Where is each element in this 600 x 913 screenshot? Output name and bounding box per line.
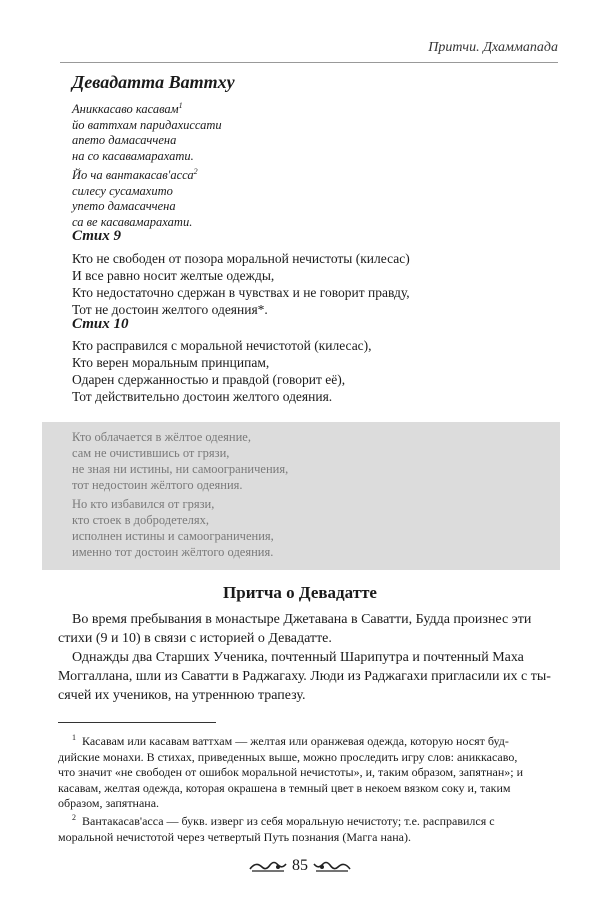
footnote-line: касавам, желтая одежда, которая окрашена в темный цвет в некоем вязком соку и, таким [58,780,511,795]
page-footer [0,857,600,875]
pali-line: силесу сусамахито [72,183,173,198]
verse-10-label: Стих 10 [72,316,129,332]
verse-line: Тот действительно достоин желтого одеяния. [72,389,333,404]
verse-line: Кто не свободен от позора моральной нечистоты (килесас) [72,251,410,266]
footnote-rule [58,722,216,723]
pali-line: са ве касавамарахати. [72,214,193,229]
text-line: Во время пребывания в монастыре Джетавана в Саватти, Будда произнес эти [72,612,532,627]
verse-9-text [72,250,410,318]
alt-line: Но кто избавился от грязи, [72,497,215,511]
verse-line: Кто недостаточно сдержан в чувствах и не говорит правду, [72,285,410,300]
verse-line: Кто расправился с моральной нечистотой (килесас), [72,338,372,353]
pali-line: Йо ча вантакасав'асса$^2$ [72,167,198,183]
ornament-left-icon [248,859,288,873]
paragraph-1 [58,610,556,648]
pali-line: упето дамасаччена [72,199,176,214]
footnote-1 [58,730,558,812]
footnote-number: 2 [72,813,76,822]
footnote-ref-1: 1 [178,101,183,110]
alt-line: не зная ни истины, ни самоограничения, [72,462,289,476]
verse-9-label: Стих 9 [72,228,121,244]
verse-10-text [72,337,372,405]
alt-line: Кто облачается в жёлтое одеяние, [72,430,251,444]
alt-line: кто стоек в добродетелях, [72,513,209,527]
footnote-line: что значит «не свободен от ошибок моральной нечистоты», и, таким образом, запятнан»; и [58,765,524,779]
alt-stanza-2 [72,496,274,560]
alt-stanza-1 [72,429,288,493]
text-line: сячей их учеников, на утреннюю трапезу. [58,688,306,703]
alt-line: тот недостоин жёлтого одеяния. [72,478,243,492]
footnote-ref-2: 2 [193,167,198,176]
verse-title: Девадатта Ваттху [72,72,235,92]
verse-line: Кто верен моральным принципам, [72,355,270,370]
verse-line: Тот не достоин желтого одеяния*. [72,302,268,317]
footnote-line: моральной нечистотой через четвертый Путь познания (Магга нана). [58,829,411,844]
page-number: 85 [292,857,308,874]
footnote-2 [58,810,558,845]
footnote-line: $^2$ Вантакасав'асса — букв. изверг из себя моральную нечистоту; т.е. расправился с [72,813,495,828]
running-head: Притчи. Дхаммапада [428,40,558,55]
section-title: Притча о Девадатте [223,583,377,602]
text-line: Моггаллана, шли из Саватти в Раджагаху. Люди из Раджагахи пригласили их с ты- [58,669,551,684]
footnote-line: $^1$ Касавам или касавам ваттхам — желтая или оранжевая одежда, которую носят буд- [72,733,509,748]
text-line: стихи (9 и 10) в связи с историей о Девадатте. [58,631,332,646]
footnote-line: дийские монахи. В стихах, приведенных выше, можно проследить игру слов: аниккасаво, [58,749,518,764]
pali-line: на со касавамарахати. [72,148,194,163]
footnote-line: образом, запятнана. [58,796,160,810]
paragraph-2 [58,648,556,705]
footnote-number: 1 [72,733,76,742]
header-rule [60,62,558,63]
alt-line: сам не очистившись от грязи, [72,446,230,460]
verse-line: И все равно носит желтые одежды, [72,268,275,283]
pali-line: йо ваттхам паридахиссати [72,117,222,132]
alt-line: именно тот достоин жёлтого одеяния. [72,545,274,559]
pali-line: Аниккасаво касавам$^1$ [72,101,183,117]
alt-line: исполнен истины и самоограничения, [72,529,274,543]
pali-stanza-2 [72,164,198,230]
text-line: Однажды два Старших Ученика, почтенный Шарипутра и почтенный Маха [72,650,524,665]
verse-line: Одарен сдержанностью и правдой (говорит её), [72,372,346,387]
pali-stanza-1 [72,98,222,164]
ornament-right-icon [312,859,352,873]
pali-line: апето дамасаччена [72,133,177,148]
